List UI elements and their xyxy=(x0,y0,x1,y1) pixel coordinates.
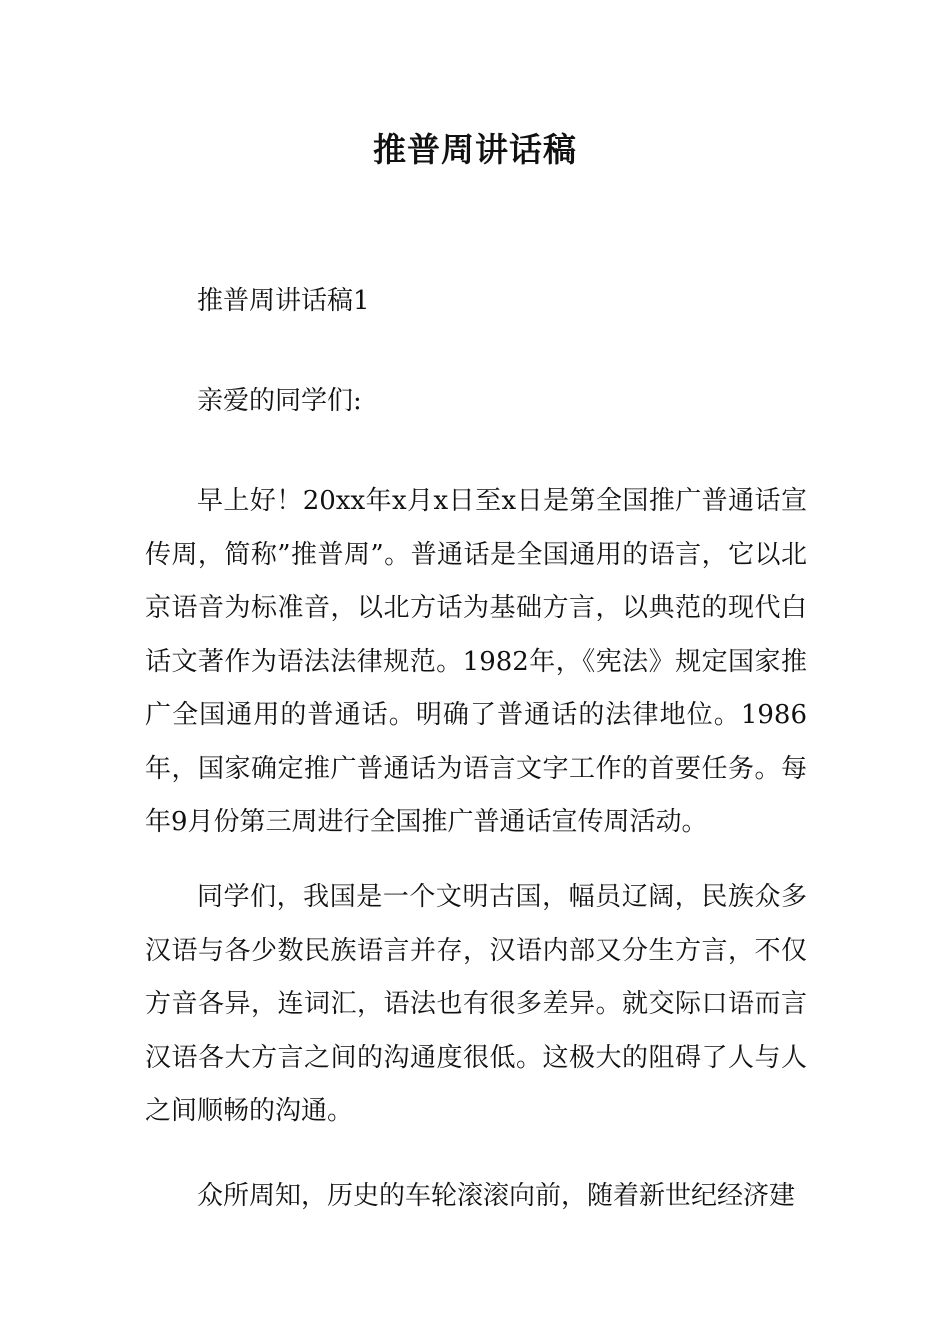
document-title: 推普周讲话稿 xyxy=(373,130,577,169)
paragraph: 众所周知，历史的车轮滚滚向前，随着新世纪经济建 xyxy=(197,1181,796,1211)
greeting: 亲爱的同学们: xyxy=(197,386,362,416)
section-heading: 推普周讲话稿1 xyxy=(197,286,370,316)
paragraph: 早上好！20xx年x月x日至x日是第全国推广普通话宣传周，简称”推普周”。普通话是全国通用的语言，它以北京语音为标准音，以北方话为基础方言，以典范的现代白话文著作为语法法律规范。1982年，《宪法》规定国家推广全国通用的普通话。明确了普通话的法律地位。1986年，国家确定推广普通话为语言文字工作的首要任务。每年9月份第三周进行全国推广普通话宣传周活动。 xyxy=(145,486,807,837)
paragraph: 同学们，我国是一个文明古国，幅员辽阔，民族众多汉语与各少数民族语言并存，汉语内部又分生方言，不仅方音各异，连词汇，语法也有很多差异。就交际口语而言汉语各大方言之间的沟通度很低。这极大的阻碍了人与人之间顺畅的沟通。 xyxy=(145,882,807,1126)
